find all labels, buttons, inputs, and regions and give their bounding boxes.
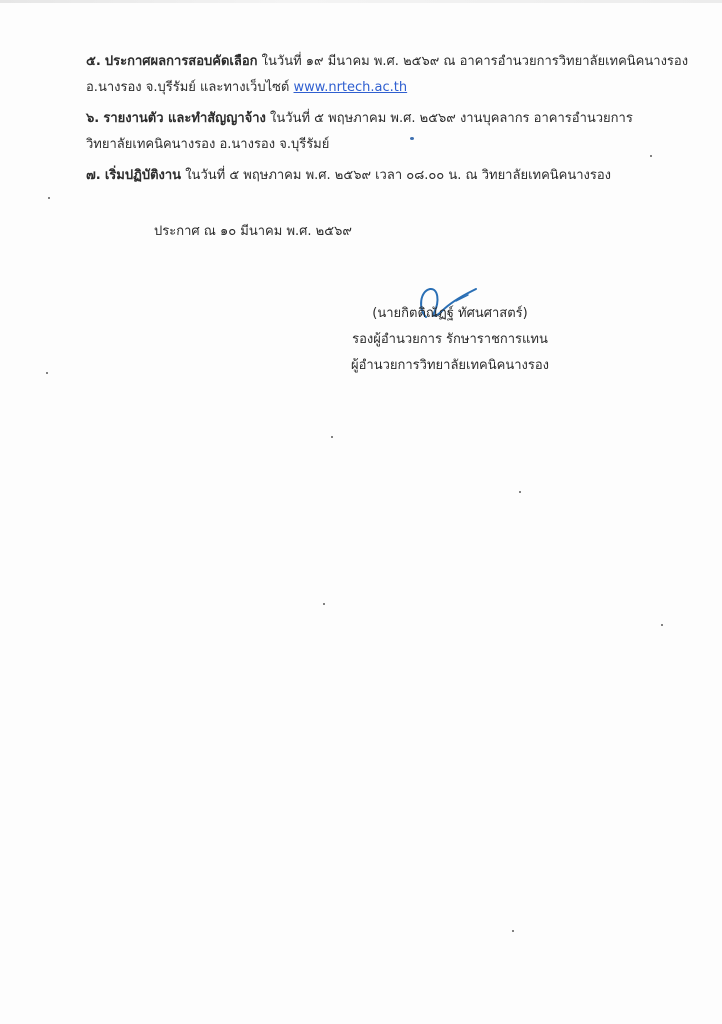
item-7-heading: เริ่มปฏิบัติงาน [104, 168, 182, 183]
scan-speck [323, 603, 325, 605]
item-5-number: ๕. [86, 54, 101, 69]
scan-speck [410, 137, 414, 140]
item-7-number: ๗. [86, 168, 101, 183]
scan-speck [512, 930, 514, 932]
item-5-heading: ประกาศผลการสอบคัดเลือก [104, 54, 258, 69]
item-7-line-1 [86, 163, 686, 189]
website-link[interactable]: www.nrtech.ac.th [293, 80, 408, 95]
signer-block [340, 301, 560, 379]
item-7 [86, 163, 686, 189]
item-5-line-2 [86, 75, 686, 101]
announcement-date: ประกาศ ณ ๑๐ มีนาคม พ.ศ. ๒๕๖๙ [154, 224, 352, 239]
item-5-text-2: อ.นางรอง จ.บุรีรัมย์ และทางเว็บไซต์ [86, 80, 294, 95]
item-6-number: ๖. [86, 111, 100, 126]
signer-position-1: รองผู้อำนวยการ รักษาราชการแทน [352, 332, 548, 347]
item-6-text-2: วิทยาลัยเทคนิคนางรอง อ.นางรอง จ.บุรีรัมย์ [86, 137, 330, 152]
signer-position-2: ผู้อำนวยการวิทยาลัยเทคนิคนางรอง [350, 358, 549, 373]
item-5-line-1 [86, 49, 689, 75]
item-5-text-1: ในวันที่ ๑๙ มีนาคม พ.ศ. ๒๕๖๙ ณ อาคารอำนวยการวิทยาลัยเทคนิคนางรอง [257, 54, 689, 69]
scan-speck [46, 372, 48, 374]
scan-speck [48, 197, 50, 199]
item-6 [86, 106, 686, 158]
signer-name: (นายกิตติณัฏฐ์ ทัศนศาสตร์) [372, 306, 528, 321]
item-7-text-1: ในวันที่ ๕ พฤษภาคม พ.ศ. ๒๕๖๙ เวลา ๐๘.๐๐ น. ณ วิทยาลัยเทคนิคนางรอง [181, 168, 612, 183]
scan-speck [331, 436, 333, 438]
scan-speck [650, 155, 652, 157]
scan-speck [519, 491, 521, 493]
item-6-line-1 [86, 106, 686, 132]
item-6-text-1: ในวันที่ ๕ พฤษภาคม พ.ศ. ๒๕๖๙ งานบุคลากร อาคารอำนวยการ [265, 111, 633, 126]
scan-top-edge [0, 0, 722, 3]
item-5 [86, 49, 689, 101]
scan-speck [661, 624, 663, 626]
item-6-heading: รายงานตัว และทำสัญญาจ้าง [103, 111, 266, 126]
item-6-line-2 [86, 132, 686, 158]
